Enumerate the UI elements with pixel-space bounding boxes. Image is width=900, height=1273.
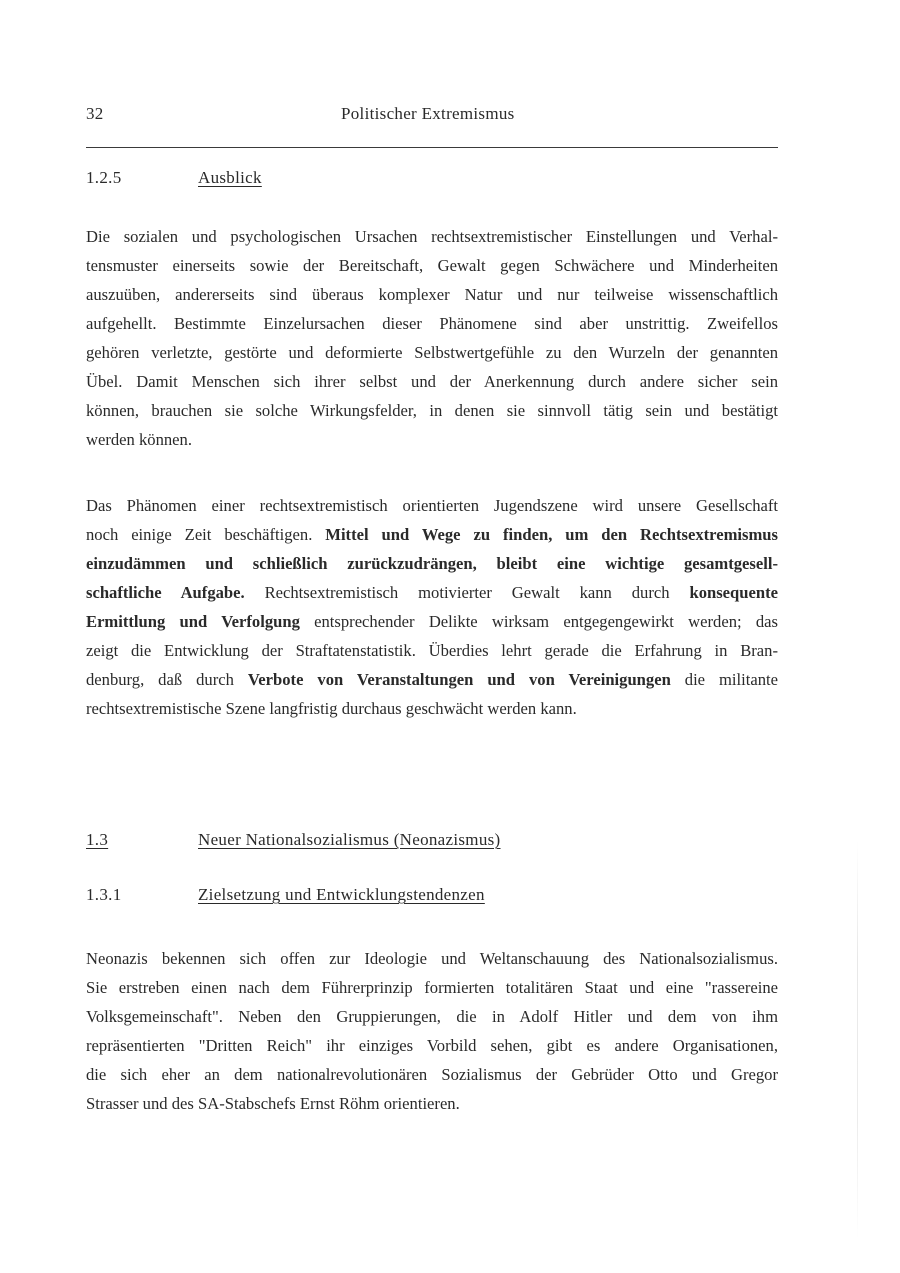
bold-run: Verbote von Veranstaltungen und von Vereinigungen	[247, 670, 671, 689]
bold-run: einzudämmen und schließlich zurückzudrängen, bleibt eine wichtige gesamtgesell-	[86, 554, 778, 573]
bold-run: schaftliche Aufgabe.	[86, 583, 245, 602]
paragraph-3	[86, 944, 778, 1118]
text-line: tensmuster einerseits sowie der Bereitschaft, Gewalt gegen Schwächere und Minderheiten	[86, 256, 778, 275]
text-run: die militante	[670, 670, 778, 689]
text-run: denburg, daß durch	[86, 670, 248, 689]
paragraph-2	[86, 491, 778, 723]
text-line: Volksgemeinschaft". Neben den Gruppierungen, die in Adolf Hitler und dem von ihm	[86, 1007, 778, 1026]
text-line: Strasser und des SA-Stabschefs Ernst Röhm orientieren.	[86, 1094, 460, 1113]
text-line: aufgehellt. Bestimmte Einzelursachen dieser Phänomene sind aber unstrittig. Zweifellos	[86, 314, 778, 333]
text-run: Rechtsextremistisch motivierter Gewalt kann durch	[244, 583, 690, 602]
bold-run: konsequente	[689, 583, 778, 602]
running-header	[86, 104, 778, 128]
text-run: entsprechender Delikte wirksam entgegengewirkt werden; das	[299, 612, 779, 631]
section-number: 1.2.5	[86, 168, 122, 187]
header-rule	[86, 147, 778, 148]
bold-run: Mittel und Wege zu finden, um den Rechtsextremismus	[325, 525, 778, 544]
section-title: Zielsetzung und Entwicklungstendenzen	[198, 885, 485, 904]
text-line	[86, 607, 778, 636]
text-line: rechtsextremistische Szene langfristig durchaus geschwächt werden kann.	[86, 699, 577, 718]
text-line: können, brauchen sie solche Wirkungsfelder, in denen sie sinnvoll tätig sein und bestätigt	[86, 401, 778, 420]
bold-run: Ermittlung und Verfolgung	[86, 612, 300, 631]
running-title: Politischer Extremismus	[341, 104, 515, 123]
text-line: zeigt die Entwicklung der Straftatenstatistik. Überdies lehrt gerade die Erfahrung in Bran-	[86, 641, 778, 660]
text-line: Die sozialen und psychologischen Ursachen rechtsextremistischer Einstellungen und Verhal-	[86, 227, 778, 246]
text-line: Sie erstreben einen nach dem Führerprinzip formierten totalitären Staat und eine "rassereine	[86, 978, 778, 997]
text-line: Das Phänomen einer rechtsextremistisch orientierten Jugendszene wird unsere Gesellschaft	[86, 496, 778, 515]
section-title: Ausblick	[198, 168, 262, 187]
page-number: 32	[86, 104, 104, 123]
text-line: die sich eher an dem nationalrevolutionären Sozialismus der Gebrüder Otto und Gregor	[86, 1065, 778, 1084]
text-line	[86, 578, 778, 607]
text-line	[86, 520, 778, 549]
text-run: noch einige Zeit beschäftigen.	[86, 525, 326, 544]
section-number: 1.3.1	[86, 885, 122, 904]
text-line	[86, 549, 778, 578]
section-number: 1.3	[86, 830, 109, 849]
text-line: repräsentierten "Dritten Reich" ihr einziges Vorbild sehen, gibt es andere Organisationen,	[86, 1036, 778, 1055]
text-line: werden können.	[86, 430, 192, 449]
text-line: Neonazis bekennen sich offen zur Ideologie und Weltanschauung des Nationalsozialismus.	[86, 949, 778, 968]
text-line: auszuüben, andererseits sind überaus komplexer Natur und nur teilweise wissenschaftlich	[86, 285, 778, 304]
text-line	[86, 665, 778, 694]
text-line: gehören verletzte, gestörte und deformierte Selbstwertgefühle zu den Wurzeln der genannten	[86, 343, 778, 362]
scan-edge-shadow	[857, 840, 858, 1240]
section-title: Neuer Nationalsozialismus (Neonazismus)	[198, 830, 501, 849]
text-line: Übel. Damit Menschen sich ihrer selbst und der Anerkennung durch andere sicher sein	[86, 372, 778, 391]
paragraph-1	[86, 222, 778, 454]
